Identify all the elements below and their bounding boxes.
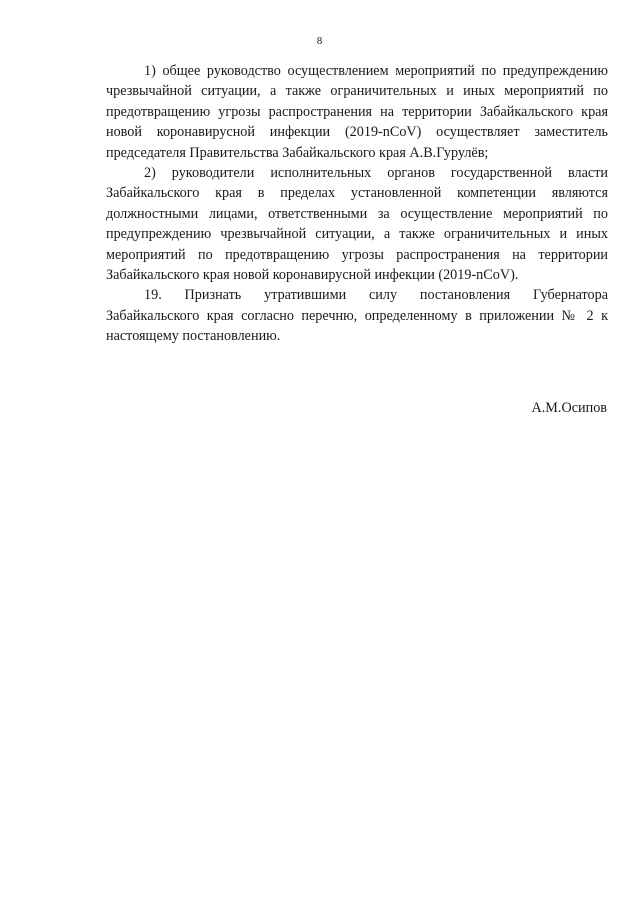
paragraph-item-1: 1) общее руководство осуществлением мероприятий по предупреждению чрезвычайной ситуации, а также ограничительных и иных мероприятий по предотвращению угрозы распространения на территории Забайкальского края новой коронавирусной инфекции (2019-nCoV) осуществляет заместитель председателя Правительства Забайкальского края А.В.Гурулёв; [106, 63, 608, 161]
paragraph-point-19: 19. Признать утратившими силу постановления Губернатора Забайкальского края согласно перечню, определенному в приложении № 2 к настоящему постановлению. [106, 287, 608, 345]
document-body [106, 61, 608, 347]
page-number: 8 [316, 35, 323, 47]
signature-name: А.М.Осипов [531, 400, 607, 416]
paragraph-item-2: 2) руководители исполнительных органов государственной власти Забайкальского края в пределах установленной компетенции являются должностными лицами, ответственными за осуществление мероприятий по предупреждению чрезвычайной ситуации, а также ограничительных и иных мероприятий по предотвращению угрозы распространения на территории Забайкальского края новой коронавирусной инфекции (2019-nCoV). [106, 165, 608, 284]
